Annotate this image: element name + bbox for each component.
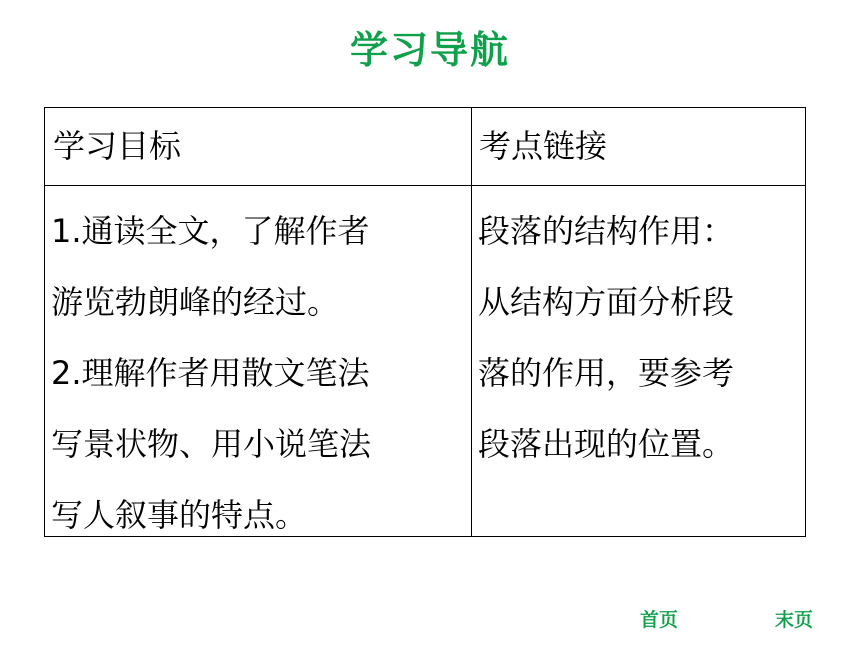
exam-links-cell (478, 196, 798, 480)
study-guide-table (44, 107, 806, 537)
goal-line: 写人叙事的特点。 (51, 496, 308, 534)
goal-line: 游览勃朗峰的经过。 (51, 283, 340, 321)
point-line: 落的作用，要参考 (478, 354, 735, 392)
study-goals-cell (51, 196, 465, 551)
column-divider (471, 108, 472, 536)
page-title: 学习导航 (349, 28, 510, 72)
header-exam-links: 考点链接 (479, 127, 608, 165)
last-page-link[interactable]: 末页 (775, 609, 814, 631)
goal-line: 写景状物、用小说笔法 (51, 425, 372, 463)
header-study-goals: 学习目标 (53, 127, 182, 165)
goal-line: 1.通读全文，了解作者 (51, 212, 370, 250)
first-page-link[interactable]: 首页 (640, 609, 679, 631)
header-divider (45, 185, 805, 186)
point-line: 从结构方面分析段 (478, 283, 735, 321)
point-line: 段落出现的位置。 (478, 425, 735, 463)
point-line: 段落的结构作用： (478, 212, 735, 250)
goal-line: 2.理解作者用散文笔法 (51, 354, 370, 392)
